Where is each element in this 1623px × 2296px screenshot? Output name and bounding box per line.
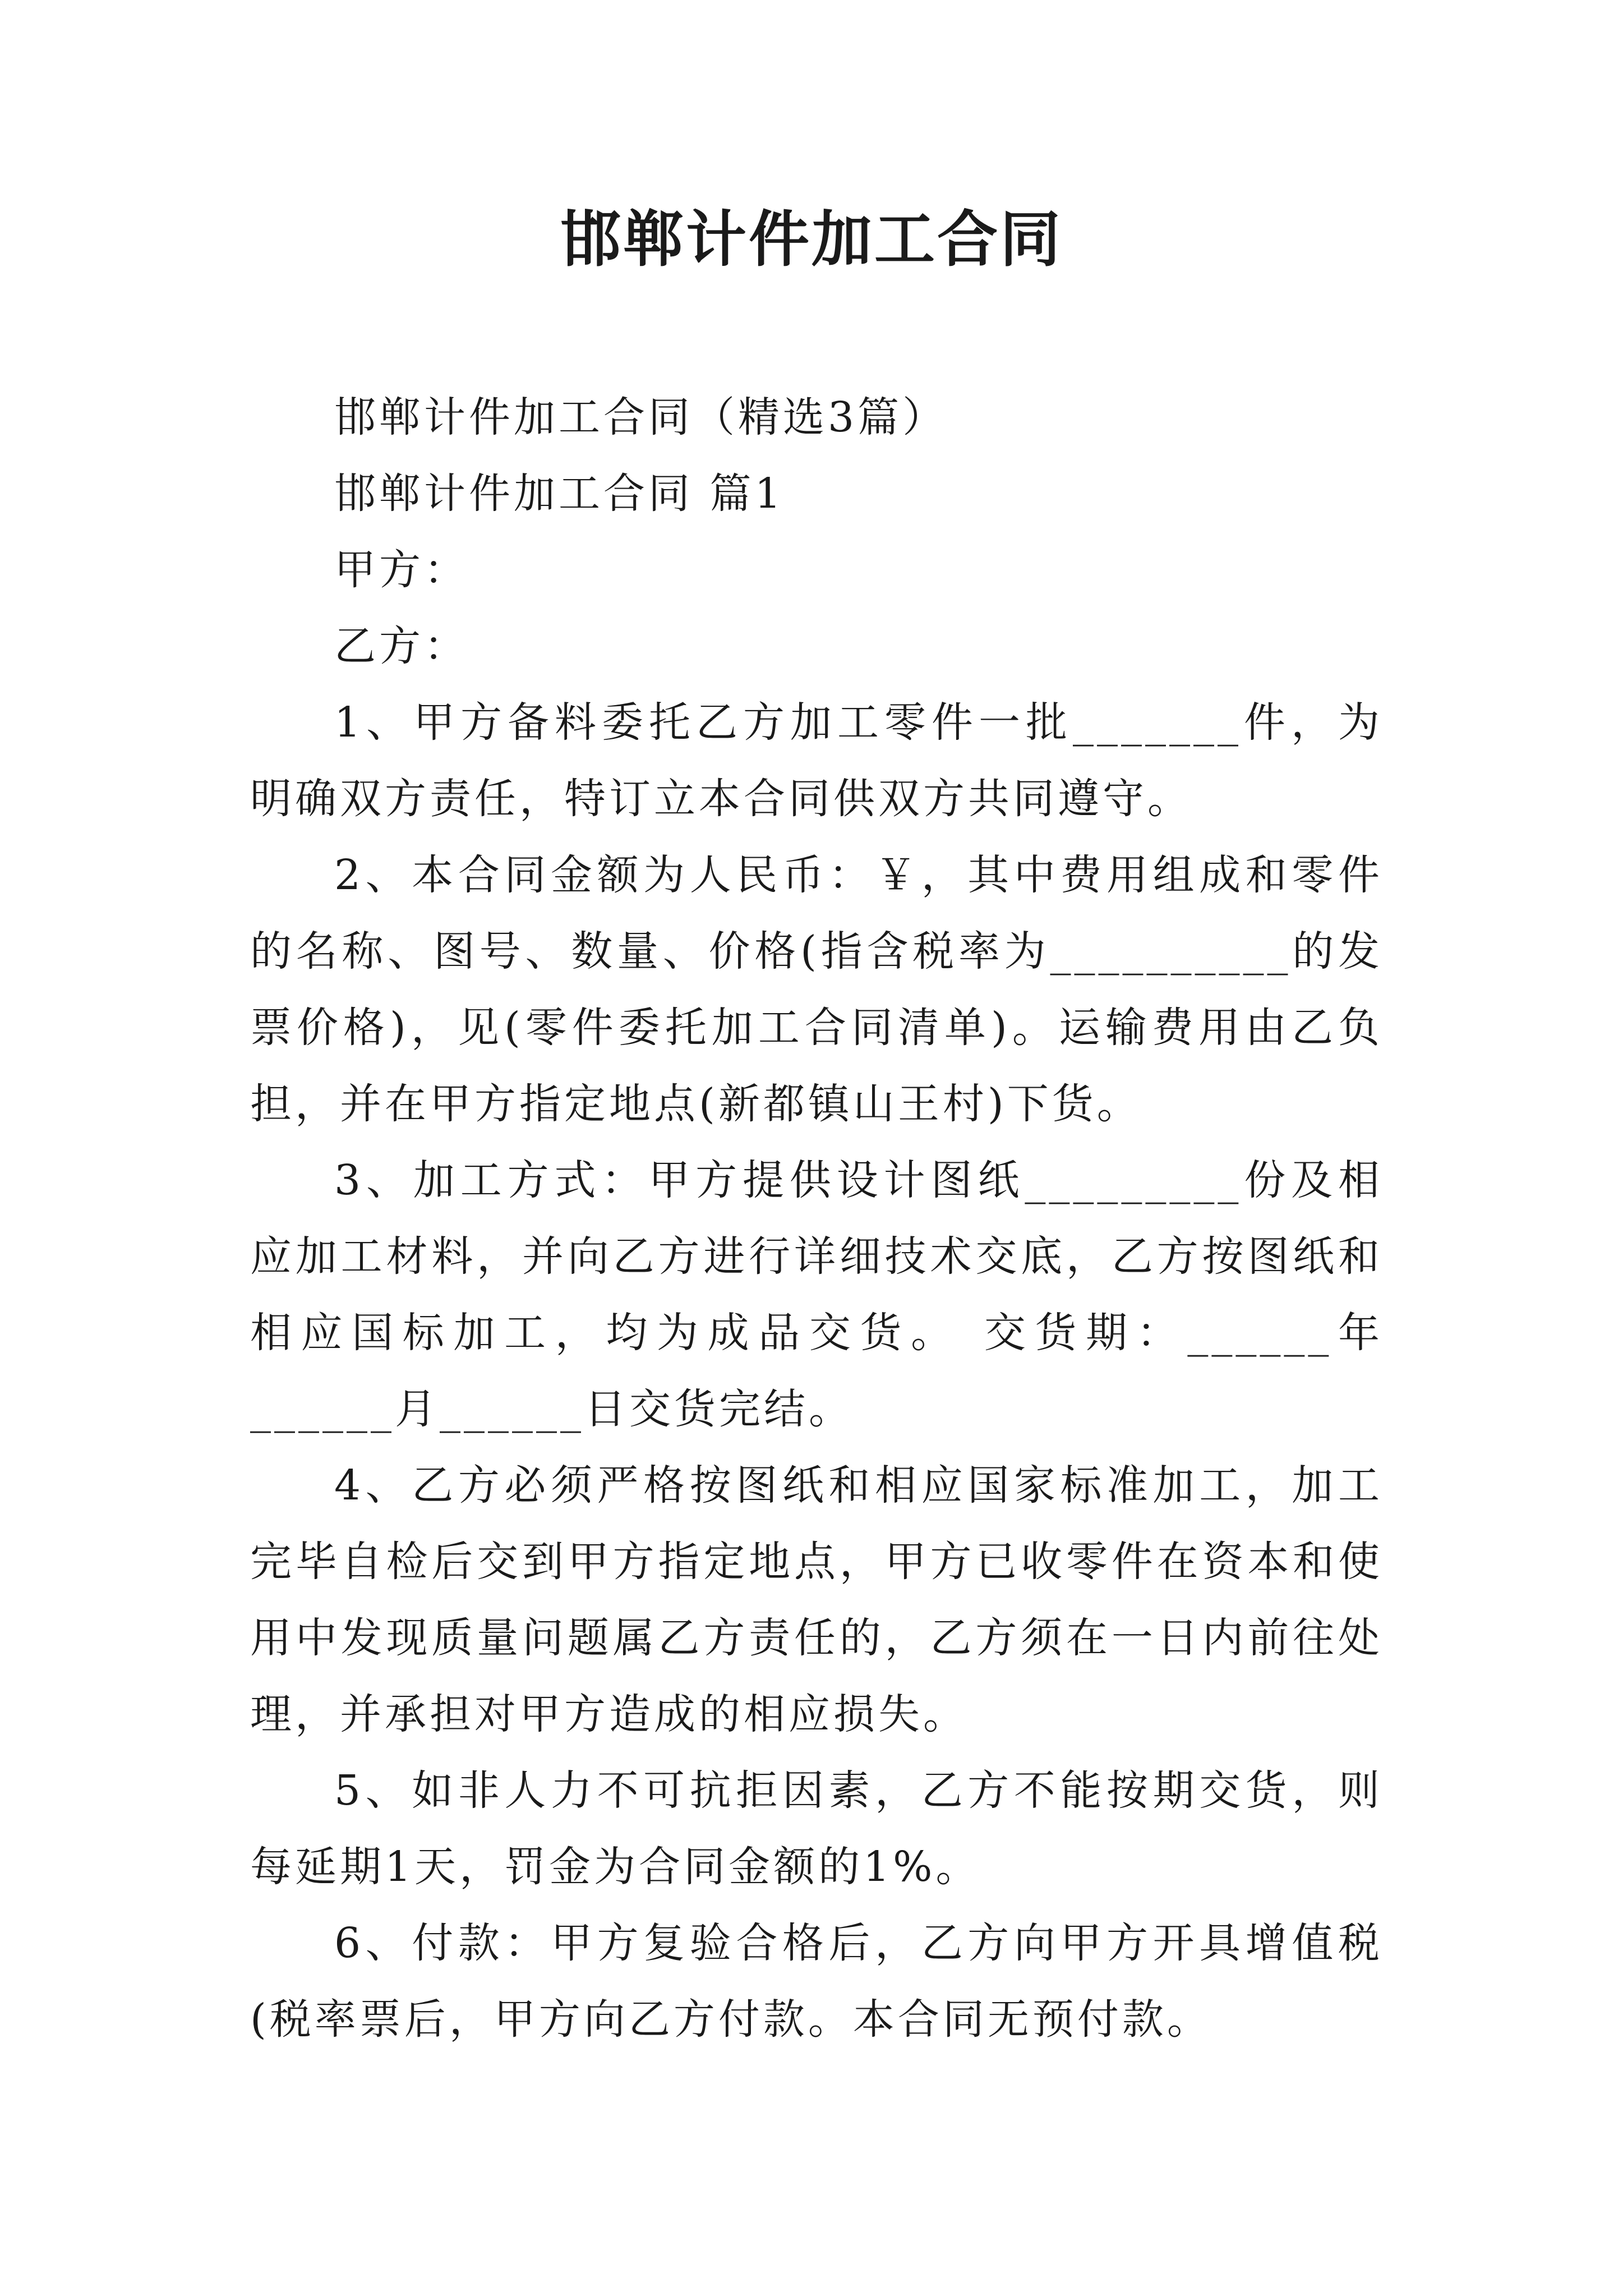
document-title: 邯郸计件加工合同: [560, 204, 1063, 275]
clause-1: 1、甲方备料委托乙方加工零件一批_______件，为明确双方责任，特订立本合同供双方共同遵守。: [250, 698, 1383, 823]
subtitle-selection: 邯郸计件加工合同（精选3篇）: [334, 393, 948, 441]
clause-6: 6、付款：甲方复验合格后，乙方向甲方开具增值税(税率票后，甲方向乙方付款。本合同无预付款。: [250, 1919, 1383, 2044]
clause-5: 5、如非人力不可抗拒因素，乙方不能按期交货，则每延期1天，罚金为合同金额的1%。: [250, 1766, 1383, 1891]
clause-2: 2、本合同金额为人民币：￥，其中费用组成和零件的名称、图号、数量、价格(指含税率为__________的发票价格)，见(零件委托加工合同清单)。运输费用由乙负担，并在甲方指定地点(新都镇山王村)下货。: [250, 851, 1383, 1128]
party-a-line: 甲方：: [334, 546, 469, 594]
clause-3: 3、加工方式：甲方提供设计图纸_________份及相应加工材料，并向乙方进行详细技术交底，乙方按图纸和相应国标加工，均为成品交货。 交货期：______年______月______日交货完结。: [250, 1156, 1383, 1433]
section-heading: 邯郸计件加工合同 篇1: [334, 470, 785, 518]
clause-4: 4、乙方必须严格按图纸和相应国家标准加工，加工完毕自检后交到甲方指定地点，甲方已收零件在资本和使用中发现质量问题属乙方责任的，乙方须在一日内前往处理，并承担对甲方造成的相应损失。: [250, 1461, 1383, 1738]
document-body: [250, 379, 1383, 2058]
party-b-line: 乙方：: [334, 622, 469, 670]
